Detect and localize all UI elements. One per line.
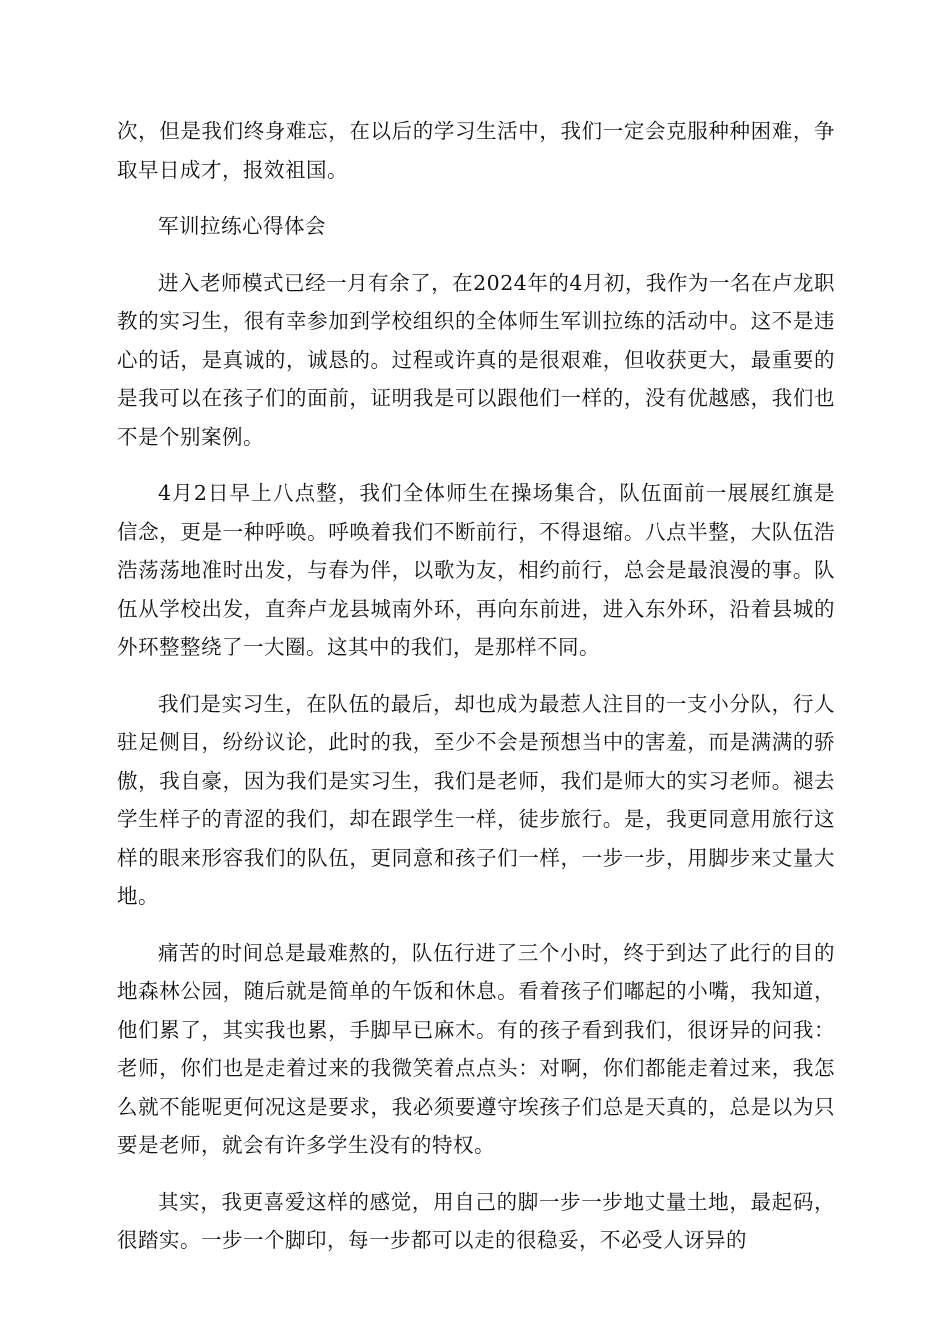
paragraph-intro: 进入老师模式已经一月有余了，在2024年的4月初，我作为一名在卢龙职教的实习生，很有幸参加到学校组织的全体师生军训拉练的活动中。这不是违心的话，是真诚的，诚恳的。过程或许真的是很艰难，但收获更大，最重要的是我可以在孩子们的面前，证明我是可以跟他们一样的，没有优越感，我们也不是个别案例。 [117,270,835,449]
paragraph-april-2: 4月2日早上八点整，我们全体师生在操场集合，队伍面前一展展红旗是信念，更是一种呼唤。呼唤着我们不断前行，不得退缩。八点半整，大队伍浩浩荡荡地准时出发，与春为伴，以歌为友，相约前行，总会是最浪漫的事。队伍从学校出发，直奔卢龙县城南外环，再向东前进，进入东外环，沿着县城的外环整整绕了一大圈。这其中的我们，是那样不同。 [117,481,835,659]
essay-title: 军训拉练心得体会 [158,214,326,238]
paragraph-continuation: 次，但是我们终身难忘，在以后的学习生活中，我们一定会克服种种困难，争取早日成才，报效祖国。 [117,119,835,182]
paragraph-closing: 其实，我更喜爱这样的感觉，用自己的脚一步一步地丈量土地，最起码，很踏实。一步一个脚印，每一步都可以走的很稳妥，不必受人讶异的 [117,1189,835,1252]
paragraph-forest-park: 痛苦的时间总是最难熬的，队伍行进了三个小时，终于到达了此行的目的地森林公园，随后就是简单的午饭和休息。看着孩子们嘟起的小嘴，我知道，他们累了，其实我也累，手脚早已麻木。有的孩子看到我们，很讶异的问我：老师，你们也是走着过来的我微笑着点点头：对啊，你们都能走着过来，我怎么就不能呢更何况这是要求，我必须要遵守埃孩子们总是天真的，总是以为只要是老师，就会有许多学生没有的特权。 [117,940,835,1157]
paragraph-interns: 我们是实习生，在队伍的最后，却也成为最惹人注目的一支小分队，行人驻足侧目，纷纷议论，此时的我，至少不会是预想当中的害羞，而是满满的骄傲，我自豪，因为我们是实习生，我们是老师，我们是师大的实习老师。褪去学生样子的青涩的我们，却在跟学生一样，徒步旅行。是，我更同意用旅行这样的眼来形容我们的队伍，更同意和孩子们一样，一步一步，用脚步来丈量大地。 [117,691,835,908]
document-body [117,112,835,1278]
